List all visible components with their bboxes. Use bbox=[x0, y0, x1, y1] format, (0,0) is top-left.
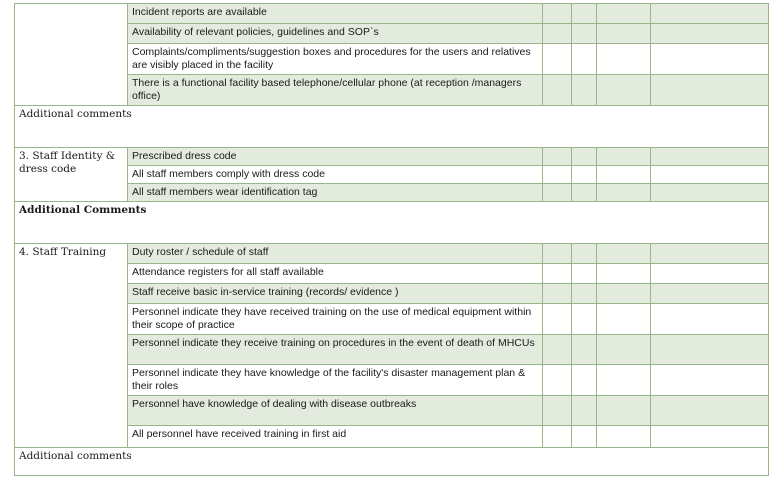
checklist-item: All personnel have received training in first aid bbox=[128, 426, 543, 448]
additional-comments-label[interactable]: Additional comments bbox=[15, 106, 769, 148]
comment-cell[interactable] bbox=[651, 365, 769, 396]
checkbox-cell[interactable] bbox=[543, 148, 572, 166]
checkbox-cell[interactable] bbox=[572, 184, 597, 202]
checklist-row bbox=[15, 365, 769, 396]
checkbox-cell[interactable] bbox=[572, 335, 597, 365]
checklist-item: Personnel indicate they have received training on the use of medical equipment within their scope of practice bbox=[128, 304, 543, 335]
section-title: 4. Staff Training bbox=[15, 244, 128, 448]
checkbox-cell[interactable] bbox=[543, 24, 572, 44]
checklist-item: Personnel indicate they have knowledge of the facility's disaster management plan & their roles bbox=[128, 365, 543, 396]
checklist-item: Availability of relevant policies, guidelines and SOP`s bbox=[128, 24, 543, 44]
checklist-row bbox=[15, 304, 769, 335]
assessment-checklist-table bbox=[14, 3, 769, 476]
checkbox-cell[interactable] bbox=[543, 75, 572, 106]
checkbox-cell[interactable] bbox=[543, 244, 572, 264]
checkbox-cell[interactable] bbox=[597, 264, 651, 284]
checklist-row bbox=[15, 335, 769, 365]
checklist-item: Personnel indicate they receive training on procedures in the event of death of MHCUs bbox=[128, 335, 543, 365]
comment-cell[interactable] bbox=[651, 4, 769, 24]
checklist-row bbox=[15, 75, 769, 106]
checklist-item: Duty roster / schedule of staff bbox=[128, 244, 543, 264]
checklist-item: Prescribed dress code bbox=[128, 148, 543, 166]
checklist-row bbox=[15, 396, 769, 426]
checkbox-cell[interactable] bbox=[597, 304, 651, 335]
checklist-row bbox=[15, 184, 769, 202]
checkbox-cell[interactable] bbox=[572, 426, 597, 448]
checkbox-cell[interactable] bbox=[572, 284, 597, 304]
checkbox-cell[interactable] bbox=[543, 44, 572, 75]
checkbox-cell[interactable] bbox=[543, 426, 572, 448]
additional-comments-label[interactable]: Additional comments bbox=[15, 448, 769, 476]
section-label-empty bbox=[15, 4, 128, 106]
additional-comments-row bbox=[15, 448, 769, 476]
checkbox-cell[interactable] bbox=[543, 365, 572, 396]
comment-cell[interactable] bbox=[651, 335, 769, 365]
checkbox-cell[interactable] bbox=[543, 264, 572, 284]
additional-comments-row bbox=[15, 202, 769, 244]
comment-cell[interactable] bbox=[651, 148, 769, 166]
checklist-item: Personnel have knowledge of dealing with disease outbreaks bbox=[128, 396, 543, 426]
checkbox-cell[interactable] bbox=[597, 426, 651, 448]
comment-cell[interactable] bbox=[651, 396, 769, 426]
checkbox-cell[interactable] bbox=[572, 304, 597, 335]
checkbox-cell[interactable] bbox=[597, 4, 651, 24]
checklist-item: Attendance registers for all staff available bbox=[128, 264, 543, 284]
comment-cell[interactable] bbox=[651, 24, 769, 44]
checklist-row bbox=[15, 4, 769, 24]
checklist-row bbox=[15, 284, 769, 304]
checklist-row bbox=[15, 166, 769, 184]
additional-comments-row bbox=[15, 106, 769, 148]
checkbox-cell[interactable] bbox=[572, 166, 597, 184]
checklist-item: Incident reports are available bbox=[128, 4, 543, 24]
checkbox-cell[interactable] bbox=[572, 24, 597, 44]
checkbox-cell[interactable] bbox=[597, 284, 651, 304]
comment-cell[interactable] bbox=[651, 304, 769, 335]
checklist-item: Staff receive basic in-service training (records/ evidence ) bbox=[128, 284, 543, 304]
checkbox-cell[interactable] bbox=[543, 184, 572, 202]
checkbox-cell[interactable] bbox=[597, 24, 651, 44]
checkbox-cell[interactable] bbox=[543, 396, 572, 426]
checkbox-cell[interactable] bbox=[543, 304, 572, 335]
checklist-row bbox=[15, 148, 769, 166]
checkbox-cell[interactable] bbox=[597, 44, 651, 75]
checklist-item: There is a functional facility based telephone/cellular phone (at reception /managers office) bbox=[128, 75, 543, 106]
checklist-row bbox=[15, 426, 769, 448]
checkbox-cell[interactable] bbox=[597, 335, 651, 365]
comment-cell[interactable] bbox=[651, 184, 769, 202]
comment-cell[interactable] bbox=[651, 244, 769, 264]
checkbox-cell[interactable] bbox=[597, 148, 651, 166]
checkbox-cell[interactable] bbox=[597, 244, 651, 264]
checkbox-cell[interactable] bbox=[597, 365, 651, 396]
comment-cell[interactable] bbox=[651, 75, 769, 106]
checkbox-cell[interactable] bbox=[572, 244, 597, 264]
checkbox-cell[interactable] bbox=[597, 184, 651, 202]
checklist-row bbox=[15, 44, 769, 75]
additional-comments-label[interactable]: Additional Comments bbox=[15, 202, 769, 244]
comment-cell[interactable] bbox=[651, 264, 769, 284]
comment-cell[interactable] bbox=[651, 166, 769, 184]
checklist-item: All staff members wear identification tag bbox=[128, 184, 543, 202]
comment-cell[interactable] bbox=[651, 284, 769, 304]
checklist-row bbox=[15, 264, 769, 284]
checkbox-cell[interactable] bbox=[597, 166, 651, 184]
comment-cell[interactable] bbox=[651, 426, 769, 448]
comment-cell[interactable] bbox=[651, 44, 769, 75]
checkbox-cell[interactable] bbox=[572, 264, 597, 284]
checkbox-cell[interactable] bbox=[543, 284, 572, 304]
checkbox-cell[interactable] bbox=[597, 75, 651, 106]
checkbox-cell[interactable] bbox=[572, 396, 597, 426]
checkbox-cell[interactable] bbox=[597, 396, 651, 426]
checkbox-cell[interactable] bbox=[572, 148, 597, 166]
checkbox-cell[interactable] bbox=[572, 4, 597, 24]
checkbox-cell[interactable] bbox=[543, 166, 572, 184]
checklist-item: Complaints/compliments/suggestion boxes and procedures for the users and relatives are visibly placed in the facility bbox=[128, 44, 543, 75]
checkbox-cell[interactable] bbox=[543, 335, 572, 365]
section-title: 3. Staff Identity & dress code bbox=[15, 148, 128, 202]
checklist-row bbox=[15, 24, 769, 44]
checklist-row bbox=[15, 244, 769, 264]
checkbox-cell[interactable] bbox=[543, 4, 572, 24]
checkbox-cell[interactable] bbox=[572, 75, 597, 106]
checkbox-cell[interactable] bbox=[572, 365, 597, 396]
checklist-item: All staff members comply with dress code bbox=[128, 166, 543, 184]
checkbox-cell[interactable] bbox=[572, 44, 597, 75]
